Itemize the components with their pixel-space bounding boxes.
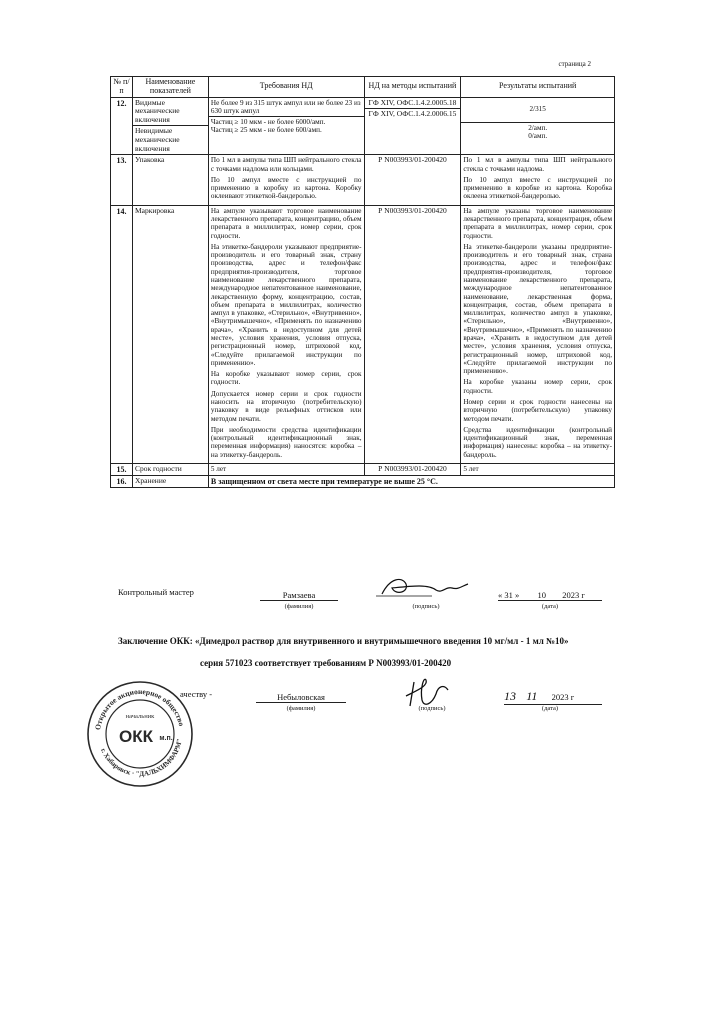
method-text: ГФ XIV, ОФС.1.4.2.0005.18 xyxy=(368,97,457,107)
row-method: Р N003993/01-200420 xyxy=(364,205,461,463)
quality-date-month: 11 xyxy=(526,689,538,703)
row-num: 12. xyxy=(111,97,133,155)
req-text: Частиц ≥ 10 мкм - не более 6000/амп. xyxy=(210,118,326,127)
test-results-table xyxy=(110,76,615,488)
row-name: Маркировка xyxy=(132,205,208,463)
table-row xyxy=(111,205,615,463)
result-text: 2/амп. xyxy=(528,123,548,132)
req-text: По 10 ампул вместе с инструкцией по применению в коробку из картона. Коробку оклеивают этикеткой-бандеролью. xyxy=(210,175,362,201)
req-subblock xyxy=(209,116,364,135)
header-name: Наименование показателей xyxy=(132,77,208,98)
row-subname: Невидимые механические включения xyxy=(133,125,208,153)
row-merged-value: В защищенном от света месте при температуре не выше 25 °С. xyxy=(208,476,614,488)
method-text: ГФ XIV, ОФС.1.4.2.0006.15 xyxy=(365,108,461,119)
result-text: По 1 мл в ампулы типа ШП нейтрального стекла с точками надлома. xyxy=(463,156,612,173)
req-text: На ампуле указывают торговое наименование лекарственного препарата, концентрацию, объем препарата в миллилитрах, номер серии, срок годности. xyxy=(210,206,362,240)
quality-label: ачеству - xyxy=(180,689,213,699)
result-text: На коробке указаны номер серии, срок годности. xyxy=(463,378,612,395)
master-date-month: 10 xyxy=(537,590,546,600)
row-name: Срок годности xyxy=(132,463,208,475)
row-name: Хранение xyxy=(132,476,208,488)
result-text: Номер серии и срок годности нанесены на вторичную (потребительскую) упаковку методом печати. xyxy=(463,397,612,423)
quality-date-day: 13 xyxy=(504,689,516,703)
row-result: 5 лет xyxy=(461,463,615,475)
header-methods: НД на методы испытаний xyxy=(364,77,461,98)
row-name: Упаковка xyxy=(132,155,208,205)
result-text: 2/315 xyxy=(529,104,546,113)
result-text: 0/амп. xyxy=(528,132,548,141)
req-text: Допускается номер серии и срок годности наносить на вторичную (потребительскую) упаковку в виде рельефных оттисков или методом печати. xyxy=(210,389,362,423)
stamp-inner-text: начальник xyxy=(125,713,155,720)
row-requirements xyxy=(208,97,364,155)
okk-conclusion: Заключение ОКК: «Димедрол раствор для внутривенного и внутримышечного введения 10 мг/мл - 1 мл №10» xyxy=(118,636,569,646)
page-number-label: страница 2 xyxy=(558,60,591,68)
req-text: Частиц ≥ 25 мкм - не более 600/амп. xyxy=(210,126,322,135)
result-text: На ампуле указаны торговое наименование лекарственного препарата, концентрация, объем препарата в миллилитрах, номер серии, срок годности. xyxy=(463,206,612,240)
stamp-ring-bottom: г. Хабаровск · "ДАЛЬХИМФАРМ" xyxy=(99,737,184,779)
master-name-caption: (фамилия) xyxy=(284,603,314,610)
req-text: На коробке указывают номер серии, срок годности. xyxy=(210,370,362,387)
req-text: Не более 9 из 315 штук ампул или не более 23 из 630 штук ампул xyxy=(210,98,361,115)
series-compliance: серия 571023 соответствует требованиям Р N003993/01-200420 xyxy=(200,658,452,668)
master-sign-caption: (подпись) xyxy=(412,603,440,610)
stamp-center-text: ОКК xyxy=(119,727,153,746)
master-date-caption: (дата) xyxy=(541,603,559,610)
header-results: Результаты испытаний xyxy=(461,77,615,98)
master-label: Контрольный мастер xyxy=(118,587,194,597)
quality-name-caption: (фамилия) xyxy=(286,705,316,712)
table-row xyxy=(111,155,615,205)
req-text: На этикетке-бандероли указывают предприятие-производитель и его товарный знак, страну производства, адрес и телефон/факс предприятия-производителя, торговое наименование лекарственного препарата, международное непатентованное наименование, лекарственную форму, концентрацию, состав, объем препарата в миллилитрах, количество ампул в упаковке, «Стерильно», «Внутривенно», «Внутримышечно», «Применять по назначению врача», «Хранить в недоступном для детей месте», условия хранения, условия отпуска, регистрационный номер, штриховой код, «Следуйте прилагаемой инструкции по применению». xyxy=(210,242,362,367)
table-row xyxy=(111,463,615,475)
row-method: Р N003993/01-200420 xyxy=(364,463,461,475)
header-requirements: Требования НД xyxy=(208,77,364,98)
row-method xyxy=(364,97,461,155)
row-requirements xyxy=(208,155,364,205)
row-requirements xyxy=(208,205,364,463)
table-row xyxy=(111,476,615,488)
stamp-ring-top: Открытое акционерное общество xyxy=(93,686,187,731)
row-requirements: 5 лет xyxy=(208,463,364,475)
quality-date-year: 2023 г xyxy=(551,692,575,702)
row-name-text: Видимые механические включения xyxy=(134,97,180,124)
result-text: По 10 ампул вместе с инструкцией по применению в коробке из картона. Коробка оклеена этикеткой-бандеролью. xyxy=(463,175,612,201)
result-text: Средства идентификации (контрольный идентификационный знак, переменная информация) нанесены: коробка – на этикетку-бандероль. xyxy=(463,425,612,459)
company-stamp xyxy=(86,680,194,788)
result-text: На этикетке-бандероли указаны предприятие-производитель и его товарный знак, страна производства, адрес и телефон/факс предприятия-производителя, торговое наименование лекарственного препарата, международное непатентованное наименование, лекарственная форма, концентрация, состав, объем препарата в миллилитрах, количество ампул в упаковке, «Стерильно», «Внутривенно», «Внутримышечно», «Применять по назначению врача», «Хранить в недоступном для детей месте», условия хранения, условия отпуска, регистрационный номер, штриховой код, «Следуйте прилагаемой инструкции по применению». xyxy=(463,242,612,376)
stamp-suffix-text: м.п. xyxy=(159,735,173,742)
result-subblock xyxy=(461,122,614,141)
header-num: № п/п xyxy=(111,77,133,98)
row-num: 14. xyxy=(111,205,133,463)
row-result xyxy=(461,97,615,155)
table-header-row xyxy=(111,77,615,98)
row-num: 16. xyxy=(111,476,133,488)
row-method: Р N003993/01-200420 xyxy=(364,155,461,205)
master-date xyxy=(498,590,602,601)
quality-name: Небыловская xyxy=(256,692,346,703)
row-result xyxy=(461,205,615,463)
master-name: Рамзаева xyxy=(260,590,338,601)
row-result xyxy=(461,155,615,205)
table-row xyxy=(111,97,615,155)
row-name xyxy=(132,97,208,155)
row-num: 15. xyxy=(111,463,133,475)
req-text: По 1 мл в ампулы типа ШП нейтрального стекла с точками надлома или кольцами. xyxy=(210,156,362,173)
row-num: 13. xyxy=(111,155,133,205)
master-date-year: 2023 г xyxy=(562,590,585,600)
quality-sign-caption: (подпись) xyxy=(418,705,446,712)
master-date-day: « 31 » xyxy=(498,590,520,600)
master-handwritten-signature xyxy=(372,574,472,604)
quality-date-caption: (дата) xyxy=(541,705,559,712)
req-text: При необходимости средства идентификации (контрольный идентификационный знак, переменная информация) наносятся: коробка – на этикетку-бандероль. xyxy=(210,425,362,459)
quality-date xyxy=(504,689,602,705)
